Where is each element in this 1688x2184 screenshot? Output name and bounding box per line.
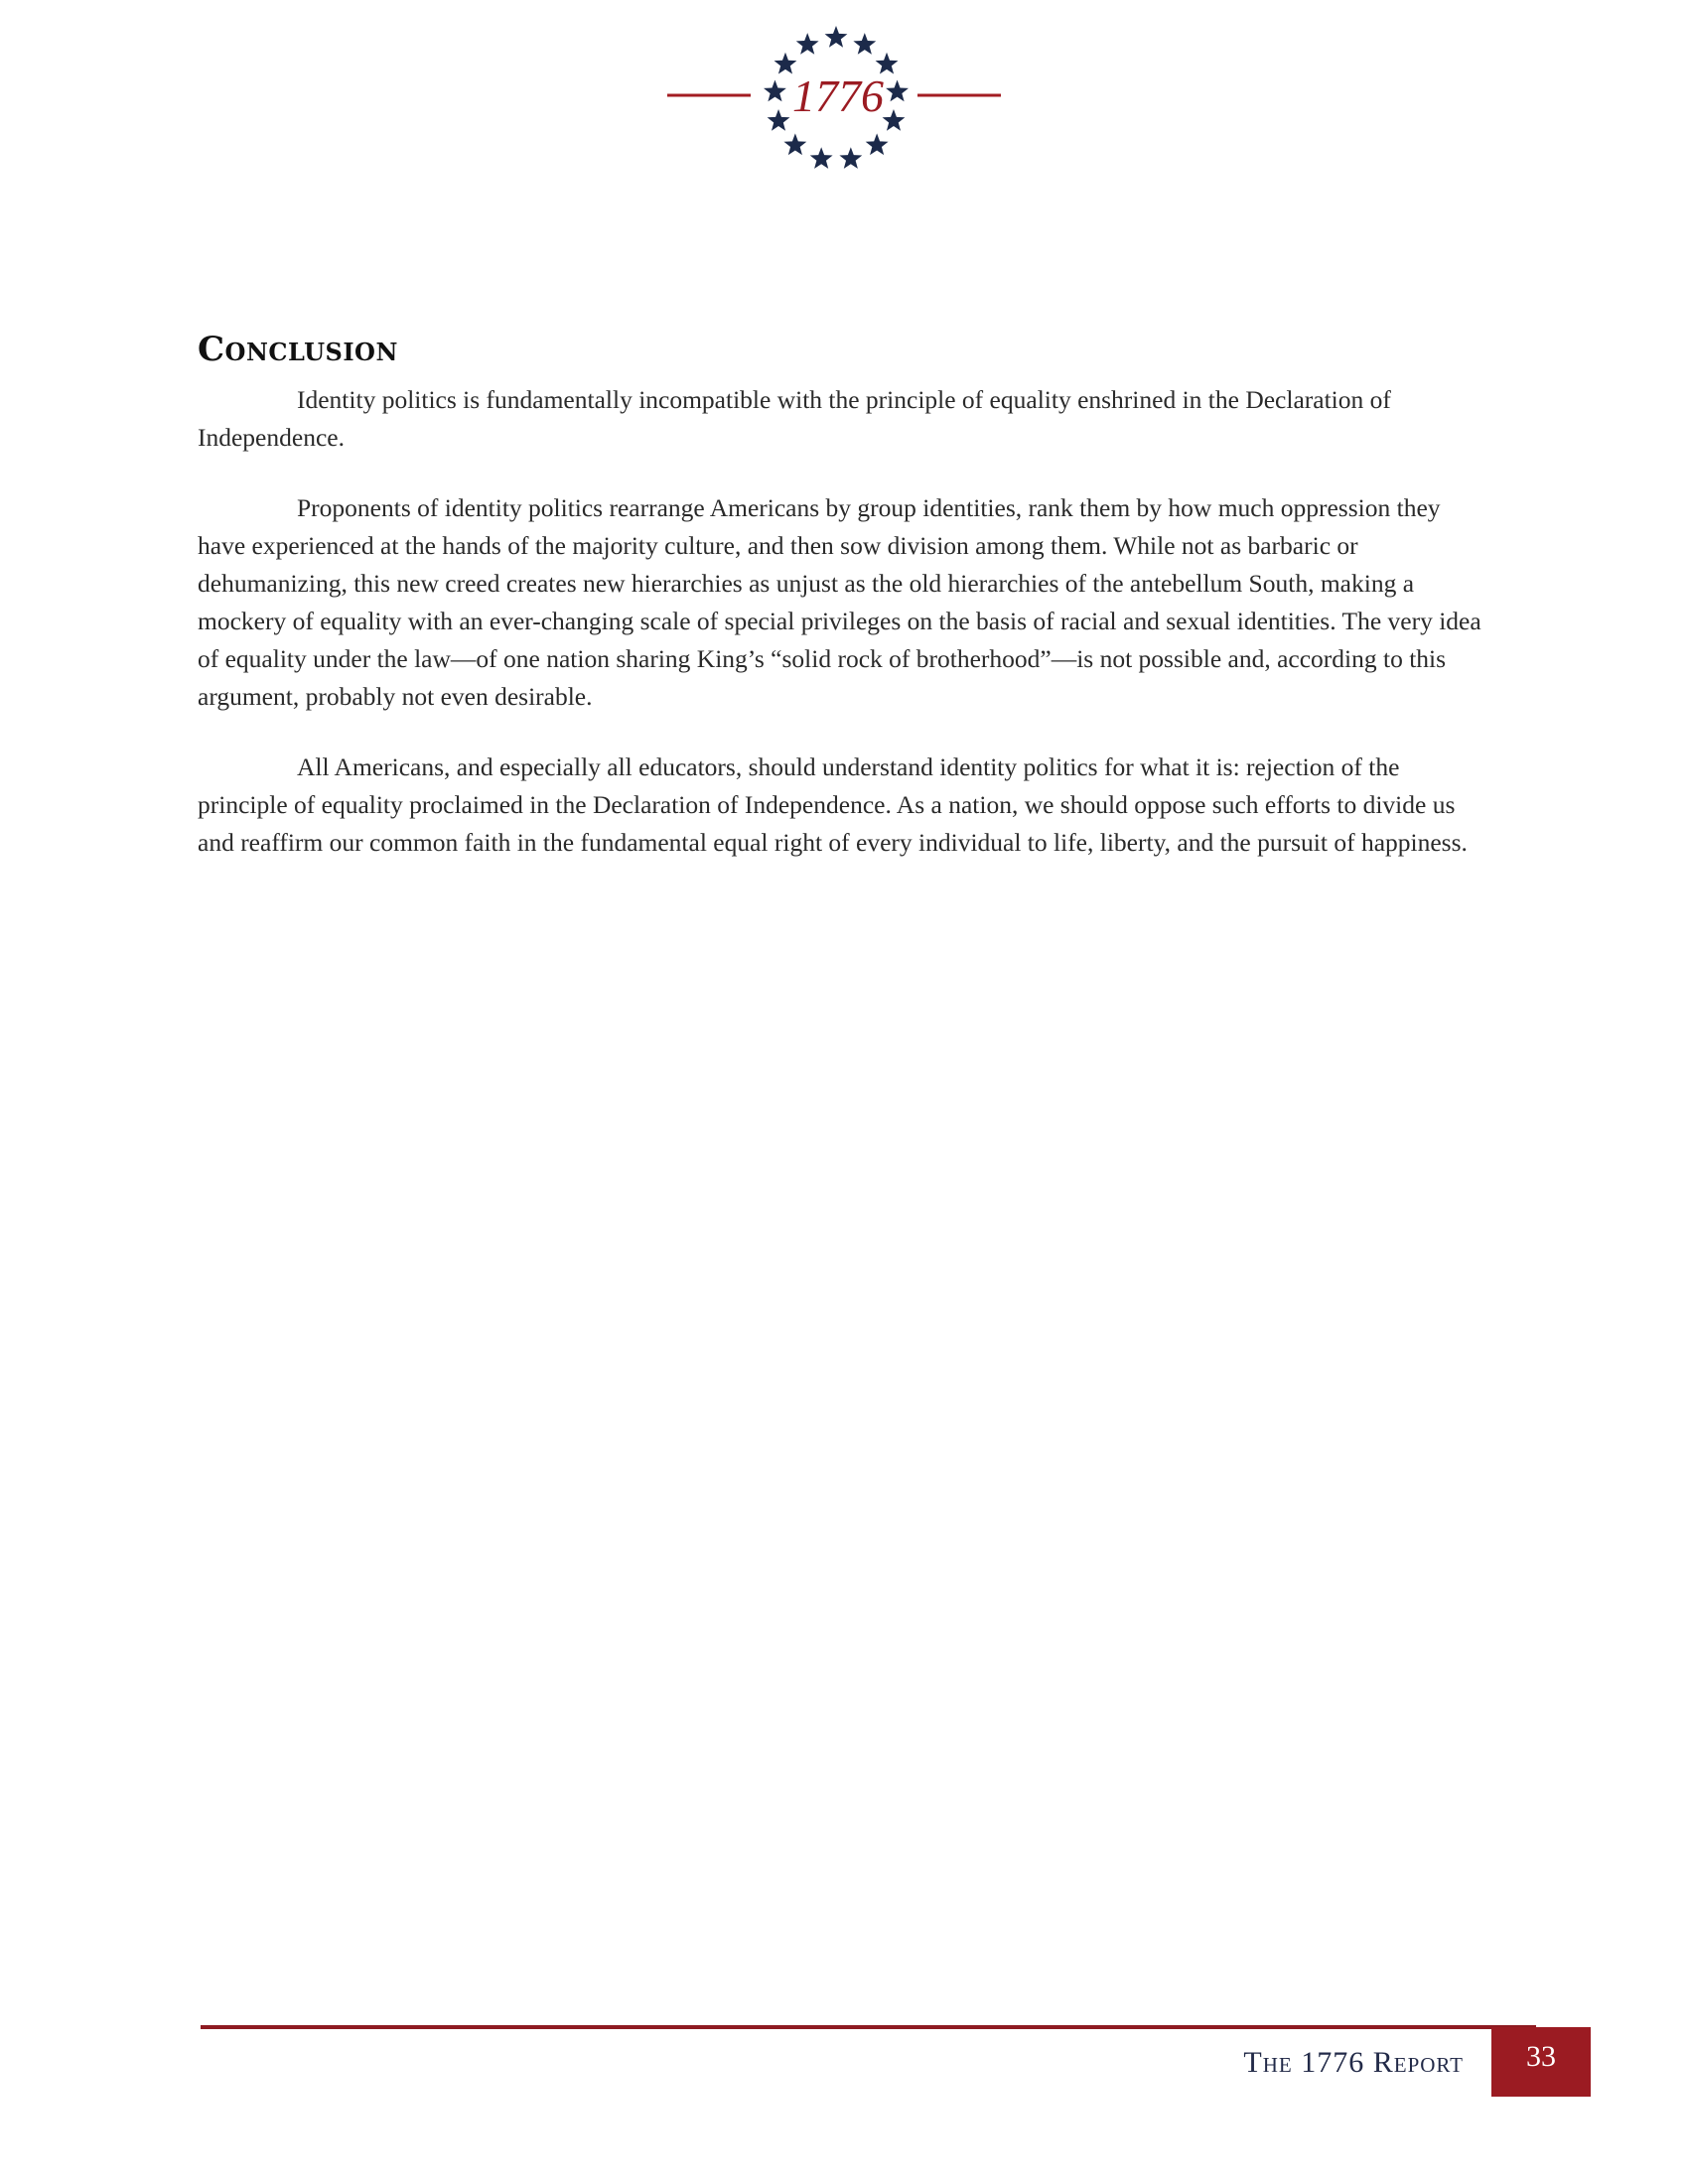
star-icon [886, 80, 909, 102]
star-icon [796, 33, 819, 55]
star-icon [825, 26, 848, 48]
footer-report-title: The 1776 Report [1243, 2046, 1464, 2079]
star-icon [783, 133, 806, 155]
star-icon [853, 33, 876, 55]
star-icon [839, 147, 862, 169]
page-number: 33 [1526, 2040, 1556, 2073]
star-icon [764, 80, 786, 102]
star-icon [768, 109, 790, 131]
main-content [198, 328, 1488, 894]
page-number-badge [1491, 2027, 1591, 2097]
footer-rule [201, 2025, 1536, 2029]
star-icon [883, 109, 906, 131]
paragraph-3: All Americans, and especially all educators, should understand identity politics for what it is: rejection of the principle of equality proclaimed in the Declaration of Independence. As a nation, we should oppose such efforts to divide us and reaffirm our common faith in the fundamental equal right of every individual to life, liberty, and the pursuit of happiness. [198, 752, 1468, 857]
star-ring-icon [665, 20, 1023, 189]
section-heading: Conclusion [198, 330, 398, 369]
star-icon [866, 133, 889, 155]
paragraph-2: Proponents of identity politics rearrange Americans by group identities, rank them by how much oppression they have experienced at the hands of the majority culture, and then sow division among them. While not as barbaric or dehumanizing, this new creed creates new hierarchies as unjust as the old hierarchies of the antebellum South, making a mockery of equality with an ever-changing scale of special privileges on the basis of racial and sexual identities. The very idea of equality under the law—of one nation sharing King’s “solid rock of brotherhood”—is not possible and, according to this argument, probably not even desirable. [198, 493, 1481, 711]
emblem-year: 1776 [792, 70, 884, 121]
header-emblem [665, 20, 1023, 189]
star-icon [810, 147, 833, 169]
paragraph-1: Identity politics is fundamentally incompatible with the principle of equality enshrined in the Declaration of Independence. [198, 385, 1391, 452]
